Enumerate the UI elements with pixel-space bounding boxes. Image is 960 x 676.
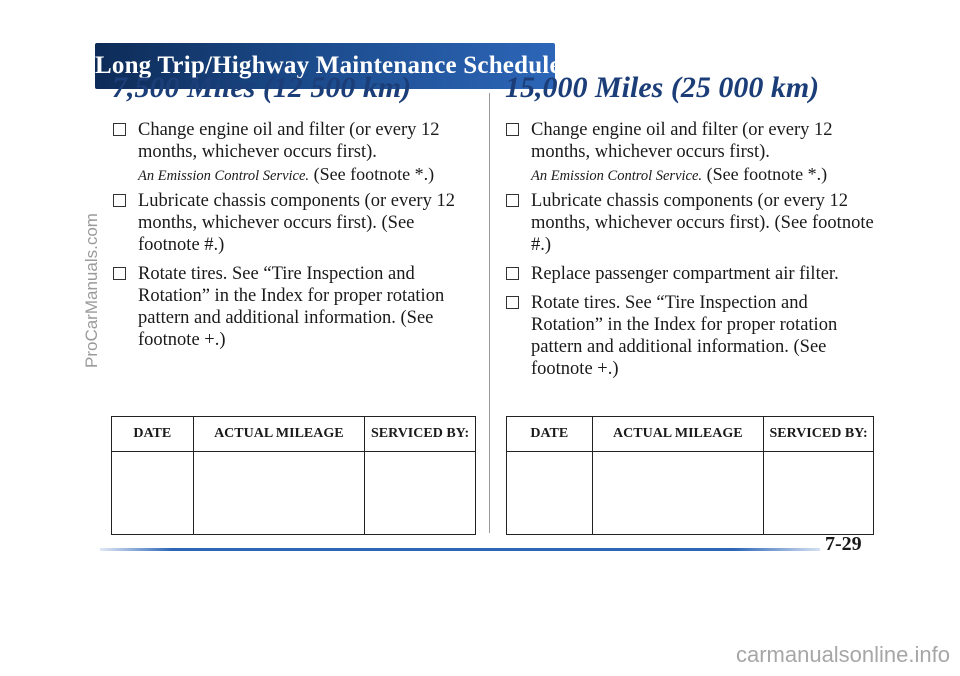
footer-rule — [100, 548, 820, 551]
checkbox-icon[interactable] — [113, 267, 126, 280]
header-mileage: ACTUAL MILEAGE — [592, 417, 764, 452]
checkbox-icon[interactable] — [113, 123, 126, 136]
header-date: DATE — [507, 417, 593, 452]
right-heading: 15,000 Miles (25 000 km) — [505, 71, 820, 104]
side-watermark: ProCarManuals.com — [82, 213, 101, 368]
header-serviced-by: SERVICED BY: — [764, 417, 874, 452]
note-footnote: (See footnote *.) — [706, 164, 828, 184]
item-text: Change engine oil and filter (or every 12 months, whichever occurs first). — [531, 120, 833, 162]
page-number: 7-29 — [825, 533, 862, 555]
serviced-by-cell[interactable] — [764, 452, 874, 535]
table-header-row — [507, 417, 874, 452]
note-emphasis: An Emission Control Service. — [531, 168, 703, 184]
table-header-row — [112, 417, 476, 452]
right-item-oil — [505, 119, 875, 187]
table-row — [507, 452, 874, 535]
right-column — [505, 70, 875, 387]
date-cell[interactable] — [112, 452, 194, 535]
header-mileage: ACTUAL MILEAGE — [193, 417, 365, 452]
left-item-rotate — [112, 263, 472, 351]
checkbox-icon[interactable] — [113, 194, 126, 207]
item-text: Change engine oil and filter (or every 12 months, whichever occurs first). — [138, 120, 440, 162]
note-emphasis: An Emission Control Service. — [138, 168, 310, 184]
banner-title: Long Trip/Highway Maintenance Schedule — [95, 52, 561, 79]
left-item-lubricate — [112, 190, 472, 256]
bottom-watermark: carmanualsonline.info — [735, 642, 950, 667]
serviced-by-cell[interactable] — [365, 452, 476, 535]
item-text: Rotate tires. See “Tire Inspection and Rotation” in the Index for proper rotation pattern and additional information. (See footnote +.) — [531, 293, 838, 379]
table-row — [112, 452, 476, 535]
left-item-oil — [112, 119, 472, 187]
mileage-cell[interactable] — [193, 452, 365, 535]
item-text: Lubricate chassis components (or every 12 months, whichever occurs first). (See footnote #.) — [531, 191, 874, 255]
right-service-log — [506, 416, 874, 535]
right-item-rotate — [505, 292, 875, 380]
checkbox-icon[interactable] — [506, 296, 519, 309]
emission-note — [531, 163, 875, 187]
header-date: DATE — [112, 417, 194, 452]
left-service-log — [111, 416, 476, 535]
checkbox-icon[interactable] — [506, 194, 519, 207]
note-footnote: (See footnote *.) — [313, 164, 435, 184]
mileage-cell[interactable] — [592, 452, 764, 535]
item-text: Lubricate chassis components (or every 12 months, whichever occurs first). (See footnote #.) — [138, 191, 455, 255]
date-cell[interactable] — [507, 452, 593, 535]
right-item-lubricate — [505, 190, 875, 256]
right-item-air-filter — [505, 263, 875, 285]
checkbox-icon[interactable] — [506, 123, 519, 136]
emission-note — [138, 163, 472, 187]
item-text: Replace passenger compartment air filter. — [531, 264, 839, 284]
checkbox-icon[interactable] — [506, 267, 519, 280]
left-heading: 7,500 Miles (12 500 km) — [112, 71, 412, 104]
column-divider — [489, 93, 490, 533]
header-serviced-by: SERVICED BY: — [365, 417, 476, 452]
left-column — [112, 70, 472, 358]
item-text: Rotate tires. See “Tire Inspection and Rotation” in the Index for proper rotation pattern and additional information. (See footnote +.) — [138, 264, 445, 350]
